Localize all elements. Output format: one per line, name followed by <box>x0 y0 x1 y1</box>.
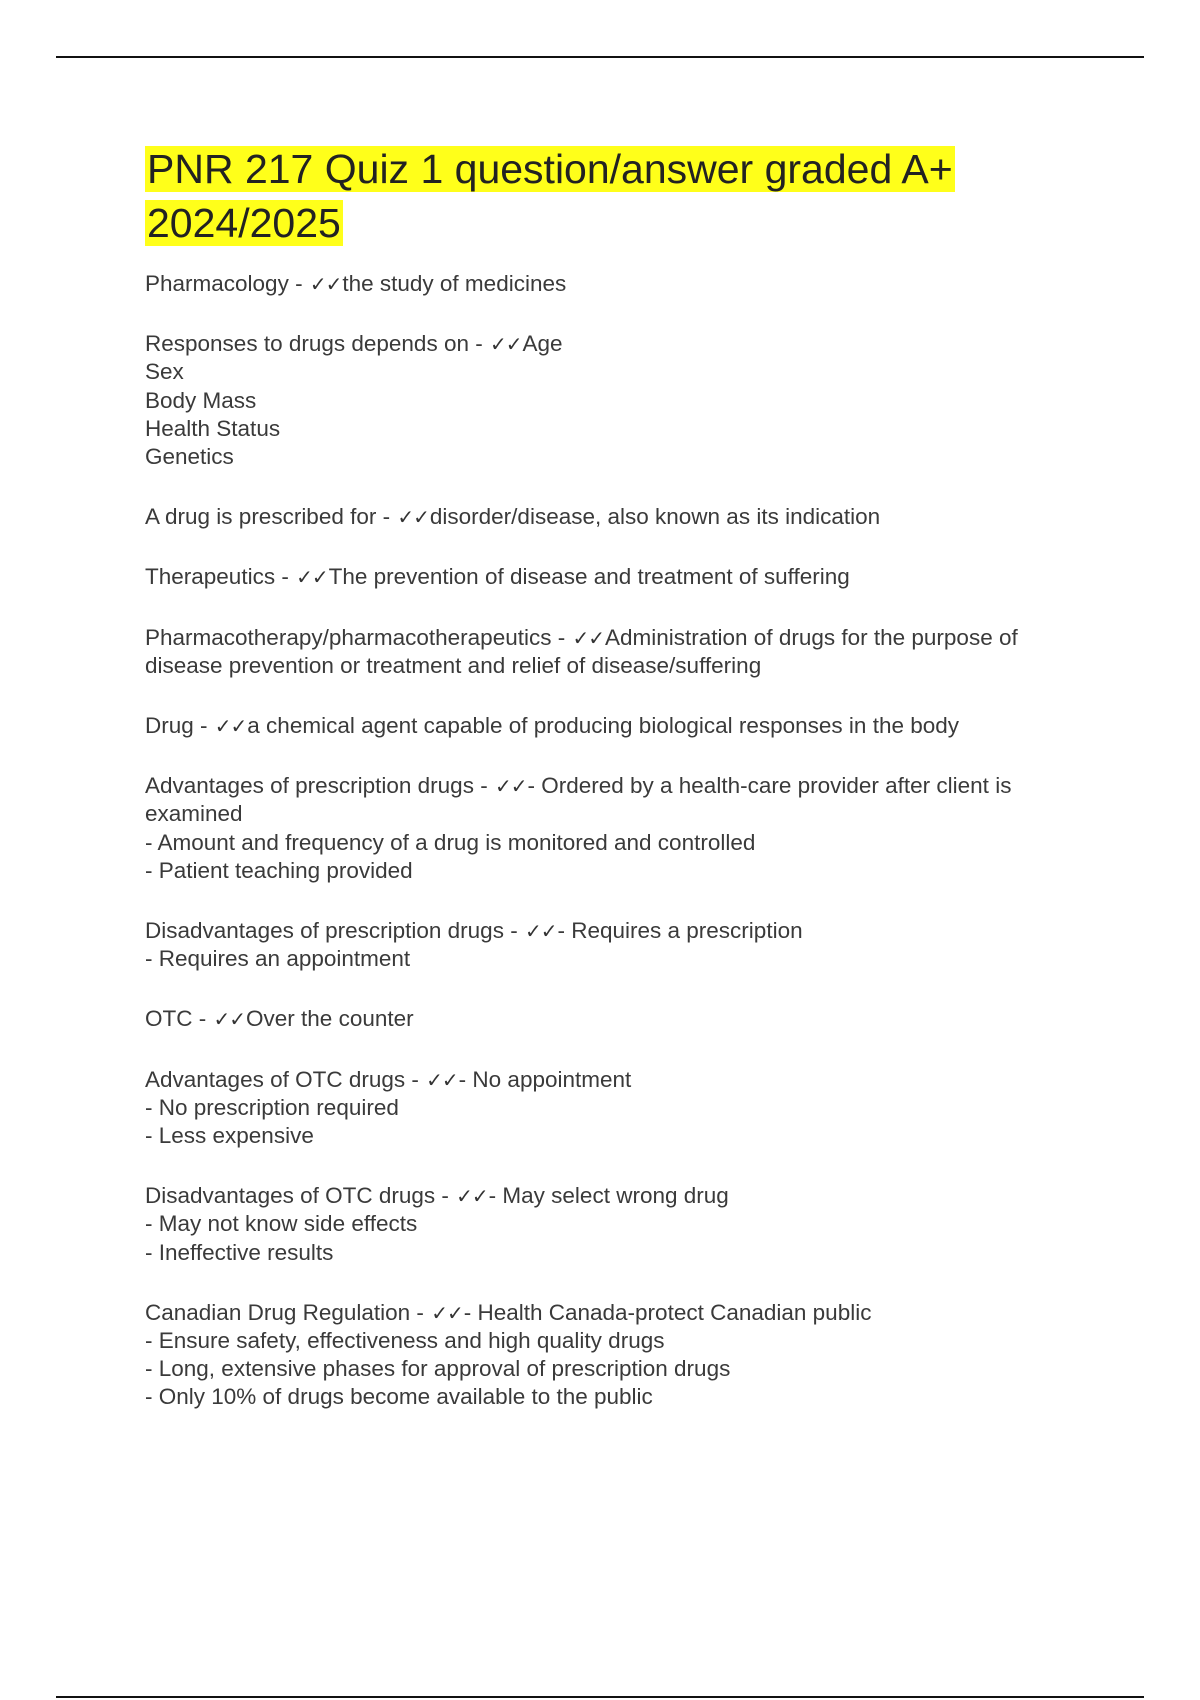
qa-answer-line: - Only 10% of drugs become available to the public <box>145 1384 653 1410</box>
qa-answer-line: - May not know side effects <box>145 1211 418 1237</box>
qa-term: Responses to drugs depends on - <box>145 331 483 357</box>
qa-answer: disorder/disease, also known as its indication <box>429 504 881 530</box>
qa-term: Disadvantages of OTC drugs - <box>145 1183 449 1209</box>
qa-answer: Over the counter <box>246 1006 414 1032</box>
qa-first-line <box>145 1182 1095 1210</box>
qa-term: OTC - <box>145 1006 207 1032</box>
qa-entry <box>145 563 1095 591</box>
qa-answer-line: - Requires an appointment <box>145 946 411 972</box>
double-check-icon: ✓✓ <box>494 774 527 799</box>
qa-term: Canadian Drug Regulation - <box>145 1299 424 1325</box>
double-check-icon: ✓✓ <box>572 625 604 650</box>
qa-first-line <box>145 1005 1095 1033</box>
qa-answer: the study of medicines <box>342 271 567 296</box>
qa-first-line <box>145 917 1095 945</box>
qa-first-line <box>145 1066 1095 1094</box>
qa-term: Disadvantages of prescription drugs - <box>145 918 518 944</box>
double-check-icon: ✓✓ <box>296 565 328 590</box>
double-check-icon: ✓✓ <box>456 1184 488 1209</box>
qa-answer: - Health Canada-protect Canadian public <box>463 1299 872 1325</box>
qa-answer-line: - Less expensive <box>145 1123 314 1149</box>
qa-term: Advantages of prescription drugs - <box>145 773 488 799</box>
qa-entry <box>145 1005 1095 1033</box>
qa-term: Therapeutics - <box>145 564 289 590</box>
document-title <box>145 142 1095 250</box>
qa-first-line <box>145 503 1095 531</box>
qa-entry <box>145 712 1095 740</box>
title-line-1: PNR 217 Quiz 1 question/answer graded A+ <box>147 146 953 192</box>
double-check-icon: ✓✓ <box>214 714 247 739</box>
qa-term: Pharmacotherapy/pharmacotherapeutics - <box>145 624 566 650</box>
qa-first-line <box>145 270 1095 298</box>
qa-first-line <box>145 1299 1095 1327</box>
qa-first-line <box>145 624 1095 680</box>
title-line-2: 2024/2025 <box>147 200 341 246</box>
double-check-icon: ✓✓ <box>213 1007 246 1032</box>
qa-term: A drug is prescribed for - <box>145 504 391 530</box>
qa-entry <box>145 624 1095 680</box>
qa-term: Pharmacology - <box>145 271 303 296</box>
qa-answer: - Requires a prescription <box>557 918 803 944</box>
qa-answer-line: - No prescription required <box>145 1094 399 1120</box>
qa-entry <box>145 330 1095 471</box>
qa-answer-line: Health Status <box>145 415 281 441</box>
double-check-icon: ✓✓ <box>426 1067 458 1092</box>
qa-first-line <box>145 712 1095 740</box>
top-divider <box>56 56 1144 58</box>
qa-answer-line: - Long, extensive phases for approval of prescription drugs <box>145 1356 731 1382</box>
qa-entry <box>145 503 1095 531</box>
qa-answer: - May select wrong drug <box>488 1183 729 1209</box>
qa-answer-line: - Amount and frequency of a drug is monitored and controlled <box>145 829 756 855</box>
double-check-icon: ✓✓ <box>524 919 557 944</box>
double-check-icon: ✓✓ <box>397 505 429 530</box>
qa-list <box>145 270 1095 1412</box>
qa-answer: Administration of drugs for the purpose of disease prevention or treatment and relief of disease/suffering <box>145 624 1018 678</box>
qa-answer-line: - Ineffective results <box>145 1239 334 1265</box>
qa-first-line <box>145 772 1095 828</box>
qa-entry <box>145 270 1095 298</box>
qa-term: Advantages of OTC drugs - <box>145 1066 419 1092</box>
qa-entry <box>145 772 1095 885</box>
qa-answer: Age <box>522 331 563 357</box>
document-body <box>145 142 1095 1444</box>
qa-entry <box>145 1066 1095 1151</box>
qa-answer-line: Genetics <box>145 444 234 470</box>
qa-answer: - No appointment <box>458 1066 632 1092</box>
qa-entry <box>145 917 1095 973</box>
qa-answer-line: - Patient teaching provided <box>145 857 413 883</box>
qa-entry <box>145 1182 1095 1267</box>
qa-entry <box>145 1299 1095 1412</box>
double-check-icon: ✓✓ <box>490 332 522 357</box>
bottom-divider <box>56 1696 1144 1698</box>
qa-answer: a chemical agent capable of producing biological responses in the body <box>247 713 960 739</box>
qa-answer: The prevention of disease and treatment of suffering <box>328 564 850 590</box>
qa-answer-line: - Ensure safety, effectiveness and high quality drugs <box>145 1328 665 1354</box>
double-check-icon: ✓✓ <box>431 1300 463 1325</box>
qa-answer-line: Sex <box>145 359 184 385</box>
qa-first-line <box>145 563 1095 591</box>
qa-term: Drug - <box>145 713 208 739</box>
qa-first-line <box>145 330 1095 358</box>
qa-answer-line: Body Mass <box>145 387 257 413</box>
double-check-icon: ✓✓ <box>309 272 342 296</box>
qa-answer: - Ordered by a health-care provider after client is examined <box>145 773 1012 827</box>
